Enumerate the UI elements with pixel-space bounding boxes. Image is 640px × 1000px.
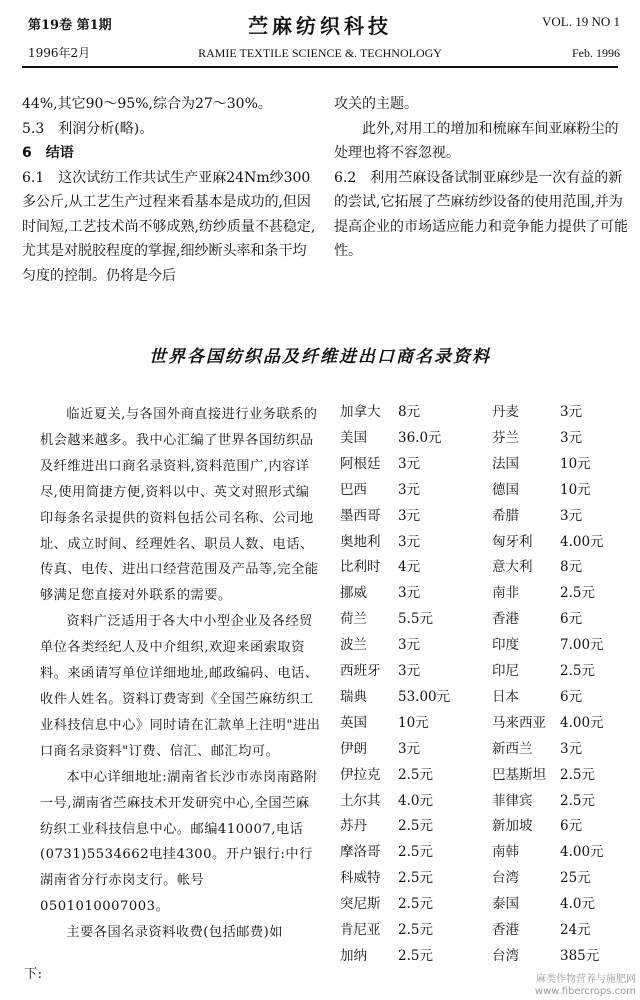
country-name: 巴西 xyxy=(340,481,367,498)
price-row xyxy=(332,426,628,452)
price-value: 4.0元 xyxy=(560,896,595,913)
country-name: 瑞典 xyxy=(340,688,367,705)
page-header xyxy=(20,8,620,66)
price-value: 10元 xyxy=(398,714,429,731)
price-value: 24元 xyxy=(560,922,591,938)
country-name: 马来西亚 xyxy=(492,714,546,731)
price-row xyxy=(332,555,628,581)
country-name: 意大利 xyxy=(492,559,533,576)
country-name: 菲律宾 xyxy=(492,792,533,809)
price-value: 3元 xyxy=(560,429,583,446)
country-name: 泰国 xyxy=(492,896,519,913)
country-name: 日本 xyxy=(492,688,519,705)
price-value: 3元 xyxy=(398,455,421,472)
country-name: 加拿大 xyxy=(340,404,381,420)
country-name: 丹麦 xyxy=(492,404,519,420)
price-value: 36.0元 xyxy=(398,429,442,446)
price-value: 2.5元 xyxy=(398,818,433,835)
price-row xyxy=(332,737,628,763)
price-value: 2.5元 xyxy=(398,896,433,913)
price-row xyxy=(332,866,628,892)
country-name: 加纳 xyxy=(340,947,367,964)
country-name: 伊拉克 xyxy=(340,766,381,783)
price-value: 2.5元 xyxy=(560,663,595,679)
price-value: 2.5元 xyxy=(398,870,433,887)
price-row xyxy=(332,478,628,504)
date-cn: 1996年2月 xyxy=(28,46,91,60)
price-value: 2.5元 xyxy=(560,766,595,783)
journal-title-cn: 苎麻纺织科技 xyxy=(248,14,392,38)
right-text-column xyxy=(334,92,628,264)
left-text-column xyxy=(22,92,318,288)
price-row xyxy=(332,530,628,556)
price-value: 4元 xyxy=(398,559,421,576)
price-value: 4.00元 xyxy=(560,533,604,550)
watermark xyxy=(535,974,636,998)
price-value: 8元 xyxy=(398,404,421,420)
header-rule xyxy=(22,66,618,68)
price-row xyxy=(332,892,628,918)
price-row xyxy=(332,918,628,944)
price-value: 5.5元 xyxy=(398,611,433,628)
country-name: 南韩 xyxy=(492,844,519,861)
right-column-para: 此外,对用工的增加和梳麻车间亚麻粉尘的处理也将不容忽视。 xyxy=(334,120,619,161)
price-value: 4.0元 xyxy=(398,792,433,809)
country-name: 德国 xyxy=(492,481,519,498)
country-name: 西班牙 xyxy=(340,663,381,679)
price-value: 2.5元 xyxy=(398,844,433,861)
price-value: 6元 xyxy=(560,611,583,628)
notice-paragraph: 临近夏关,与各国外商直接进行业务联系的机会越来越多。我中心汇编了世界各国纺织品及纤维进出口商名录资料,资料范围广,内容详尽,使用简捷方便,资料以中、英文对照形式编印每条名录提供的资料包括公司名称、公司地址、成立时间、经理姓名、职员人数、电话、传真、电传、进出口经营范围及产品等,完全能够满足您直接对外联系的需要。 xyxy=(40,407,319,604)
price-value: 2.5元 xyxy=(398,922,433,938)
country-name: 墨西哥 xyxy=(340,507,381,524)
country-name: 新西兰 xyxy=(492,740,533,757)
price-value: 3元 xyxy=(398,585,421,602)
price-value: 3元 xyxy=(398,481,421,498)
notice-paragraph: 本中心详细地址:湖南省长沙市赤岗南路附一号,湖南省苎麻技术开发研究中心,全国苎麻纺织工业科技信息中心。邮编410007,电话(0731)5534662电挂4300。开户银行:中行湖南省分行赤岗支行。帐号0501010007003。 xyxy=(40,769,318,915)
country-name: 香港 xyxy=(492,611,519,628)
price-value: 25元 xyxy=(560,870,591,887)
price-row xyxy=(332,400,628,426)
price-value: 3元 xyxy=(398,533,421,550)
price-value: 3元 xyxy=(560,507,583,524)
country-name: 肯尼亚 xyxy=(340,922,381,938)
price-value: 4.00元 xyxy=(560,714,604,731)
volume-issue-cn: 第19卷 第1期 xyxy=(28,18,112,33)
country-name: 希腊 xyxy=(492,507,519,524)
country-name: 波兰 xyxy=(340,637,367,654)
country-name: 印度 xyxy=(492,637,519,654)
country-name: 突尼斯 xyxy=(340,896,381,913)
price-row xyxy=(332,789,628,815)
country-name: 南非 xyxy=(492,585,519,602)
notice-text xyxy=(24,402,322,982)
right-column-para: 攻关的主题。 xyxy=(334,96,418,112)
left-column-para: 6.1 这次试纺工作共试生产亚麻24Nm纱300多公斤,从工艺生产过程来看基本是成功的,但因时间短,工艺技术尚不够成熟,纺纱质量不甚稳定,尤其是对脱胶程度的掌握,细纱断头率和条干均匀度的控制。仍将是今后 xyxy=(22,169,316,284)
price-value: 3元 xyxy=(398,740,421,757)
country-name: 芬兰 xyxy=(492,429,519,446)
country-name: 荷兰 xyxy=(340,611,367,628)
price-value: 10元 xyxy=(560,481,591,498)
country-name: 巴基斯坦 xyxy=(492,766,546,783)
right-column-para: 6.2 利用苎麻设备试制亚麻纱是一次有益的新的尝试,它拓展了苎麻纺纱设备的使用范围,并为提高企业的市场适应能力和竞争能力提供了可能性。 xyxy=(334,169,628,259)
notice-paragraph: 资料广泛适用于各大中小型企业及各经贸单位各类经纪人及中介组织,欢迎来函索取资料。来函请写单位详细地址,邮政编码、电话、收件人姓名。资料订费寄到《全国苎麻纺织工业科技信息中心》同时请在汇款单上注明"进出口商名录资料"订费、信汇、邮汇均可。 xyxy=(40,614,321,759)
price-value: 2.5元 xyxy=(398,947,433,964)
price-row xyxy=(332,581,628,607)
price-row xyxy=(332,504,628,530)
country-name: 摩洛哥 xyxy=(340,844,381,861)
country-name: 台湾 xyxy=(492,947,519,964)
price-row xyxy=(332,452,628,478)
country-name: 苏丹 xyxy=(340,818,367,835)
country-name: 奥地利 xyxy=(340,533,381,550)
country-name: 英国 xyxy=(340,714,367,731)
country-name: 土尔其 xyxy=(340,792,381,809)
country-name: 比利时 xyxy=(340,559,381,576)
price-row xyxy=(332,763,628,789)
price-value: 2.5元 xyxy=(398,766,433,783)
left-column-para: 5.3 利润分析(略)。 xyxy=(22,120,154,137)
price-value: 6元 xyxy=(560,688,583,705)
price-row xyxy=(332,711,628,737)
price-row xyxy=(332,607,628,633)
country-name: 科威特 xyxy=(340,870,381,887)
price-value: 2.5元 xyxy=(560,792,595,809)
price-value: 3元 xyxy=(560,404,583,420)
country-name: 法国 xyxy=(492,455,519,472)
price-row xyxy=(332,685,628,711)
price-value: 6元 xyxy=(560,818,583,835)
price-value: 3元 xyxy=(398,507,421,524)
price-value: 10元 xyxy=(560,455,591,472)
country-name: 香港 xyxy=(492,922,519,938)
price-value: 2.5元 xyxy=(560,585,595,602)
notice-paragraph: 主要各国名录资料收费(包括邮费)如 xyxy=(66,925,283,941)
price-row xyxy=(332,944,628,970)
volume-issue-en: VOL. 19 NO 1 xyxy=(542,14,620,29)
price-value: 7.00元 xyxy=(560,637,604,654)
price-row xyxy=(332,840,628,866)
price-value: 385元 xyxy=(560,947,600,964)
country-name: 挪威 xyxy=(340,585,367,602)
price-value: 3元 xyxy=(398,663,421,679)
left-column-para: 44%,其它90～95%,综合为27～30%。 xyxy=(22,96,272,112)
watermark-cn: 麻类作物营养与施肥网 xyxy=(536,974,636,985)
watermark-url: www.fibercrops.com xyxy=(534,986,636,997)
price-value: 4.00元 xyxy=(560,844,604,861)
country-name: 伊朗 xyxy=(340,740,367,757)
country-name: 新加坡 xyxy=(492,818,533,835)
price-row xyxy=(332,814,628,840)
price-value: 3元 xyxy=(560,740,583,757)
country-name: 阿根廷 xyxy=(340,455,381,472)
price-row xyxy=(332,659,628,685)
country-name: 台湾 xyxy=(492,870,519,887)
price-value: 8元 xyxy=(560,559,583,576)
left-column-para: 6 结语 xyxy=(22,145,74,161)
country-name: 匈牙利 xyxy=(492,533,533,550)
price-row xyxy=(332,633,628,659)
price-value: 3元 xyxy=(398,637,421,654)
journal-title-en: RAMIE TEXTILE SCIENCE &. TECHNOLOGY xyxy=(198,46,442,60)
country-name: 印尼 xyxy=(492,663,519,679)
price-value: 53.00元 xyxy=(398,688,451,705)
article-title: 世界各国纺织品及纤维进出口商名录资料 xyxy=(149,347,491,367)
notice-tail: 下: xyxy=(24,967,43,982)
country-name: 美国 xyxy=(340,429,367,446)
date-en: Feb. 1996 xyxy=(572,46,620,60)
